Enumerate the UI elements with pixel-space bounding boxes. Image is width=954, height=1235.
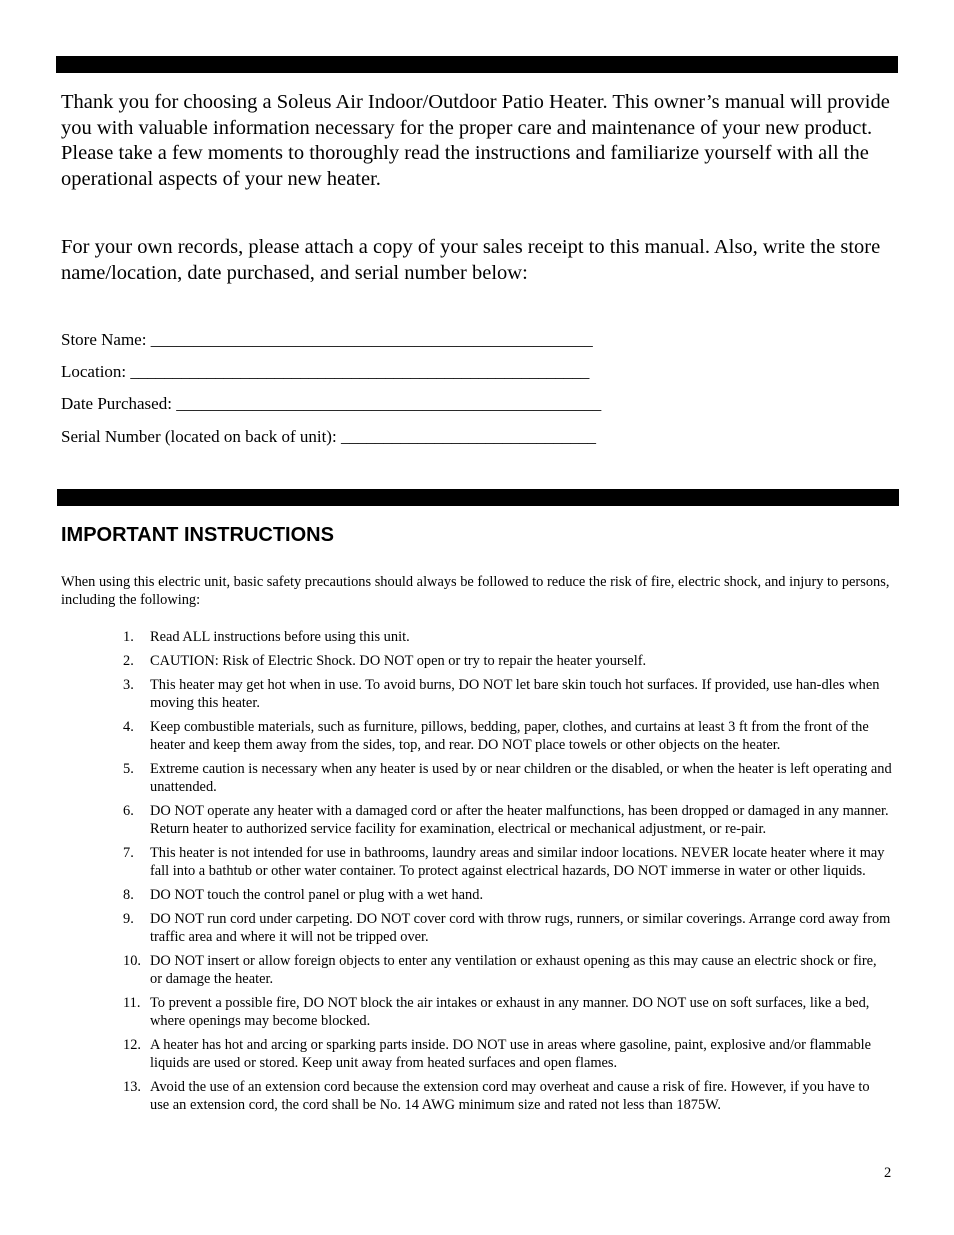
item-number: 3. (123, 677, 134, 693)
item-number: 12. (123, 1037, 141, 1053)
list-item (0, 628, 892, 646)
item-text: DO NOT run cord under carpeting. DO NOT cover cord with throw rugs, runners, or similar coverings. Arrange cord away from traffic area and where it will not be tripped over. (150, 911, 891, 945)
list-item (0, 802, 892, 838)
list-item (0, 718, 892, 754)
section-heading: IMPORTANT INSTRUCTIONS (61, 524, 334, 546)
item-number: 13. (123, 1079, 141, 1095)
item-text: Read ALL instructions before using this unit. (150, 629, 410, 645)
item-text: DO NOT operate any heater with a damaged cord or after the heater malfunctions, has been dropped or damaged in any manner. Return heater to authorized service facility for examination, electrical or mechanical adjustment, or re-pair. (150, 803, 889, 837)
serial-number-label: Serial Number (located on back of unit): (61, 427, 341, 446)
item-text: DO NOT insert or allow foreign objects to enter any ventilation or exhaust opening as this may cause an electric shock or fire, or damage the heater. (150, 953, 877, 987)
location-label: Location: (61, 362, 131, 381)
list-item (0, 676, 892, 712)
location-line: ______________________________________________________ (130, 362, 590, 381)
item-number: 4. (123, 719, 134, 735)
item-text: To prevent a possible fire, DO NOT block the air intakes or exhaust in any manner. DO NOT use on soft surfaces, like a bed, where openings may become blocked. (150, 995, 870, 1029)
list-item (0, 1078, 892, 1114)
instruction-list (0, 628, 892, 1120)
records-paragraph: For your own records, please attach a copy of your sales receipt to this manual. Also, write the store name/location, date purchased, and serial number below: (61, 236, 881, 284)
item-text: Avoid the use of an extension cord because the extension cord may overheat and cause a risk of fire. However, if you have to use an extension cord, the cord shall be No. 14 AWG minimum size and rated not less than 1875W. (150, 1079, 870, 1113)
date-purchased-field[interactable] (61, 394, 601, 414)
date-purchased-label: Date Purchased: (61, 394, 177, 413)
list-item (0, 760, 892, 796)
item-text: Keep combustible materials, such as furniture, pillows, bedding, paper, clothes, and curtains at least 3 ft from the front of the heater and keep them away from the sides, top, and rear. DO NOT place towels or other objects on the heater. (150, 719, 869, 753)
list-item (0, 994, 892, 1030)
list-item (0, 910, 892, 946)
item-text: A heater has hot and arcing or sparking parts inside. DO NOT use in areas where gasoline, paint, explosive and/or flammable liquids are used or stored. Keep unit away from heated surfaces and open flames. (150, 1037, 872, 1071)
serial-number-line: ______________________________ (340, 427, 596, 446)
item-number: 10. (123, 953, 141, 969)
item-text: CAUTION: Risk of Electric Shock. DO NOT open or try to repair the heater yourself. (150, 653, 647, 669)
section-divider-bar (56, 56, 898, 73)
item-number: 7. (123, 845, 134, 861)
page-number: 2 (884, 1165, 892, 1181)
item-number: 8. (123, 887, 134, 903)
store-name-label: Store Name: (61, 330, 151, 349)
item-number: 9. (123, 911, 134, 927)
item-text: This heater is not intended for use in bathrooms, laundry areas and similar indoor locations. NEVER locate heater where it may fall into a bathtub or other water container. To protect against electrical hazards, DO NOT immerse in water or other liquids. (150, 845, 885, 879)
item-number: 11. (123, 995, 141, 1011)
list-item (0, 1036, 892, 1072)
list-item (0, 886, 892, 904)
list-item (0, 952, 892, 988)
item-number: 1. (123, 629, 134, 645)
section-divider-bar (57, 489, 899, 506)
list-item (0, 844, 892, 880)
store-name-field[interactable] (61, 330, 593, 350)
item-text: This heater may get hot when in use. To avoid burns, DO NOT let bare skin touch hot surfaces. If provided, use han-dles when moving this heater. (150, 677, 880, 711)
list-item (0, 652, 892, 670)
item-number: 2. (123, 653, 134, 669)
section-lead-paragraph: When using this electric unit, basic safety precautions should always be followed to reduce the risk of fire, electric shock, and injury to persons, including the following: (61, 574, 890, 608)
item-text: DO NOT touch the control panel or plug with a wet hand. (150, 887, 484, 903)
location-field[interactable] (61, 362, 589, 382)
store-name-line: ____________________________________________________ (150, 330, 593, 349)
item-text: Extreme caution is necessary when any heater is used by or near children or the disabled, or when the heater is left operating and unattended. (150, 761, 892, 795)
item-number: 5. (123, 761, 134, 777)
serial-number-field[interactable] (61, 427, 596, 447)
item-number: 6. (123, 803, 134, 819)
intro-paragraph: Thank you for choosing a Soleus Air Indoor/Outdoor Patio Heater. This owner’s manual will provide you with valuable information necessary for the proper care and maintenance of your new product. Please take a few moments to thoroughly read the instructions and familiarize yourself with all the operational aspects of your new heater. (61, 91, 890, 190)
date-purchased-line: __________________________________________________ (176, 394, 602, 413)
